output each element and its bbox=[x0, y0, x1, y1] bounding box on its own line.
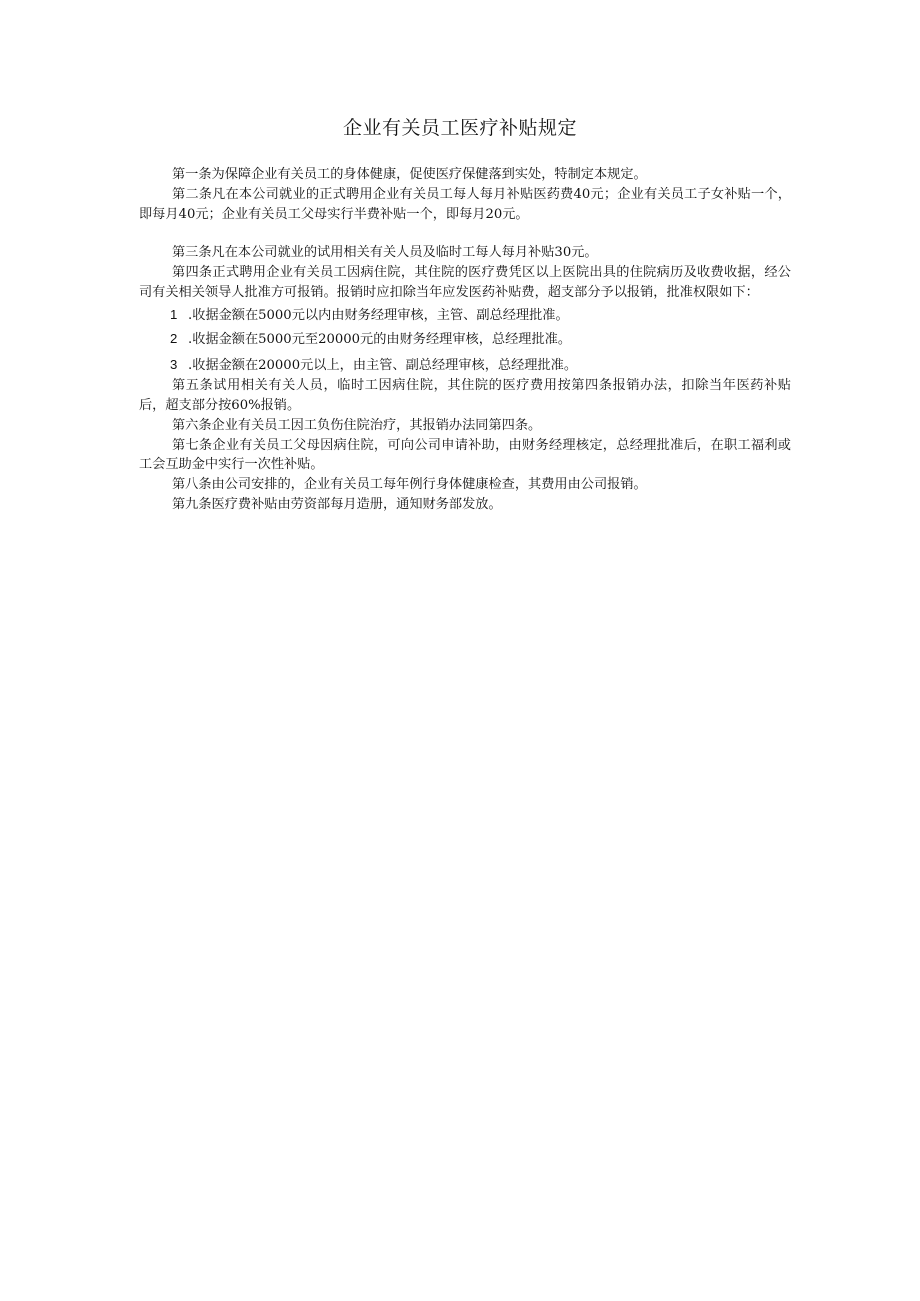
approval-item-number: 3 bbox=[170, 357, 178, 373]
article-1: 第一条为保障企业有关员工的身体健康，促使医疗保健落到实处，特制定本规定。 bbox=[172, 167, 647, 182]
article-3: 第三条凡在本公司就业的试用相关有关人员及临时工每人每月补贴30元。 bbox=[172, 245, 598, 261]
approval-item-3 bbox=[139, 355, 791, 376]
approval-item-number: 2 bbox=[170, 330, 178, 346]
approval-item-number: 1 bbox=[170, 306, 178, 322]
document-title: 企业有关员工医疗补贴规定 bbox=[342, 117, 577, 139]
approval-item-2 bbox=[139, 329, 791, 350]
approval-item-1 bbox=[139, 305, 791, 326]
article-6: 第六条企业有关员工因工负伤住院治疗，其报销办法同第四条。 bbox=[172, 417, 542, 433]
document-body bbox=[139, 165, 791, 515]
approval-item-text: .收据金额在5000元至20000元的由财务经理审核，总经理批准。 bbox=[188, 331, 572, 347]
article-7: 第七条企业有关员工父母因病住院，可向公司申请补助，由财务经理核定，总经理批准后，在职工福利或工会互助金中实行一次性补贴。 bbox=[139, 437, 791, 473]
approval-item-text: .收据金额在5000元以内由财务经理审核，主管、副总经理批准。 bbox=[188, 307, 569, 323]
article-2: 第二条凡在本公司就业的正式聘用企业有关员工每人每月补贴医药费40元；企业有关员工子女补贴一个，即每月40元；企业有关员工父母实行半费补贴一个，即每月20元。 bbox=[139, 186, 791, 222]
article-8: 第八条由公司安排的，企业有关员工每年例行身体健康检查，其费用由公司报销。 bbox=[172, 477, 647, 493]
article-9: 第九条医疗费补贴由劳资部每月造册，通知财务部发放。 bbox=[172, 496, 502, 512]
approval-item-text: .收据金额在20000元以上，由主管、副总经理审核，总经理批准。 bbox=[188, 358, 578, 374]
article-5: 第五条试用相关有关人员，临时工因病住院，其住院的医疗费用按第四条报销办法，扣除当年医药补贴后，超支部分按60%报销。 bbox=[139, 378, 791, 413]
article-4: 第四条正式聘用企业有关员工因病住院，其住院的医疗费凭区以上医院出具的住院病历及收费收据，经公司有关相关领导人批准方可报销。报销时应扣除当年应发医药补贴费，超支部分予以报销，批准权限如下： bbox=[139, 265, 791, 300]
